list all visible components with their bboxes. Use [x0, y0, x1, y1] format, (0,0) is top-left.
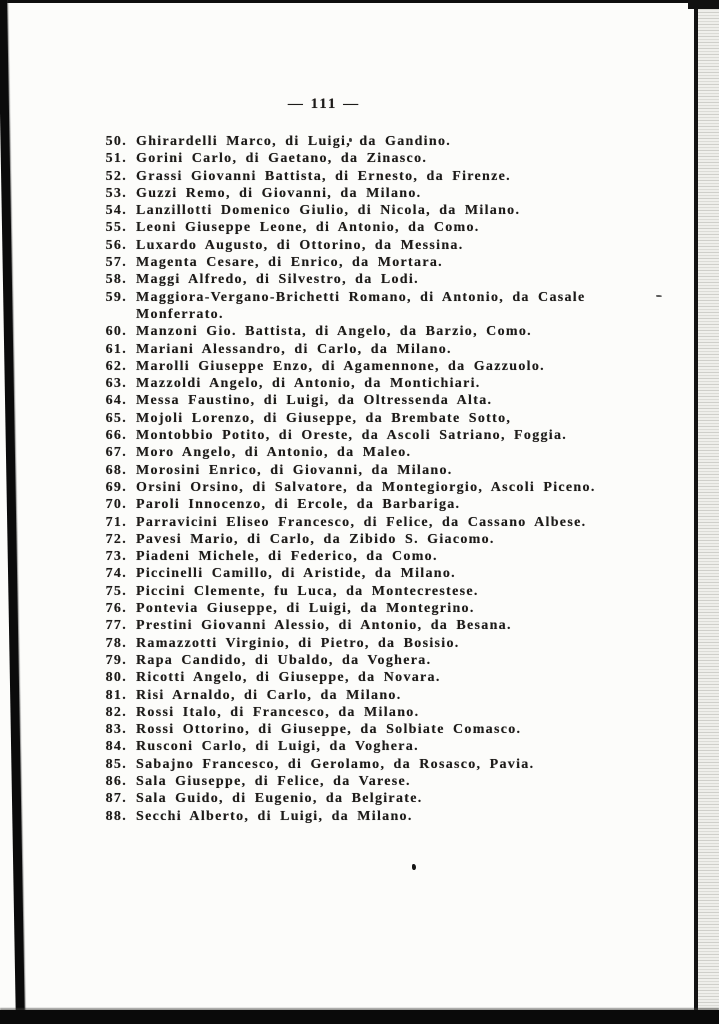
- entry-text: Ramazzotti Virginio, di Pietro, da Bosisio.: [136, 635, 460, 651]
- entry-text: Mariani Alessandro, di Carlo, da Milano.: [136, 341, 452, 357]
- entry-number: 83.: [105, 722, 127, 738]
- list-entry: [97, 427, 682, 444]
- list-entry: [97, 133, 682, 150]
- entry-number: 67.: [105, 445, 127, 461]
- entry-text: Ghirardelli Marco, di Luigi, da Gandino.: [136, 134, 452, 149]
- entry-number: 70.: [105, 497, 127, 513]
- list-entry: [97, 790, 682, 807]
- entry-text: Ricotti Angelo, di Giuseppe, da Novara.: [136, 670, 441, 686]
- list-entry: [97, 202, 682, 219]
- entry-number: 71.: [105, 514, 127, 530]
- list-entry: [97, 168, 682, 185]
- list-entry: [97, 410, 682, 427]
- entry-body: [136, 410, 682, 427]
- entry-text: Lanzillotti Domenico Giulio, di Nicola, da Milano.: [136, 203, 521, 219]
- entry-number: 64.: [105, 393, 127, 409]
- entry-number: 69.: [105, 479, 127, 495]
- entry-text: Pavesi Mario, di Carlo, da Zibido S. Giacomo.: [136, 531, 495, 547]
- entry-text: Sala Guido, di Eugenio, da Belgirate.: [136, 791, 423, 807]
- entry-body: [136, 496, 682, 513]
- entry-number: 74.: [105, 566, 127, 582]
- list-entry: [97, 514, 682, 531]
- entry-number: 59.: [105, 289, 127, 305]
- entry-body: [136, 790, 682, 807]
- scan-edge-top-right: [688, 0, 719, 9]
- entry-text: Piccini Clemente, fu Luca, da Montecrestese.: [136, 583, 479, 599]
- entry-number: 65.: [105, 410, 127, 426]
- entry-body: [136, 548, 682, 565]
- entry-number: 87.: [105, 791, 127, 807]
- entry-body: [136, 721, 682, 738]
- list-entry: [97, 150, 682, 167]
- list-entry: [97, 219, 682, 236]
- entry-number: 54.: [105, 203, 127, 219]
- entry-text: Orsini Orsino, di Salvatore, da Montegiorgio, Ascoli Piceno.: [136, 479, 596, 495]
- entry-text: Marolli Giuseppe Enzo, di Agamennone, da Gazzuolo.: [136, 358, 545, 374]
- entry-number: 80.: [105, 670, 127, 686]
- list-entry: [97, 358, 682, 375]
- entry-number: 81.: [105, 687, 127, 703]
- scan-edge-bottom: [0, 1010, 719, 1024]
- entry-body: [136, 219, 682, 236]
- entry-text: Paroli Innocenzo, di Ercole, da Barbariga.: [136, 497, 461, 513]
- entry-text: Maggi Alfredo, di Silvestro, da Lodi.: [136, 272, 419, 288]
- entry-body: [136, 271, 682, 288]
- list-entry: [97, 185, 682, 202]
- entry-text: Magenta Cesare, di Enrico, da Mortara.: [136, 255, 443, 271]
- entry-text: Piccinelli Camillo, di Aristide, da Milano.: [136, 566, 456, 582]
- entry-number: 76.: [105, 601, 127, 617]
- entry-number: 86.: [105, 773, 127, 789]
- entry-number: 57.: [105, 255, 127, 271]
- entry-body: [136, 635, 682, 652]
- list-entry: [97, 756, 682, 773]
- entry-text: Rossi Italo, di Francesco, da Milano.: [136, 704, 420, 720]
- entry-text: Gorini Carlo, di Gaetano, da Zinasco.: [136, 151, 428, 167]
- list-entry: [97, 617, 682, 634]
- entry-number: 51.: [105, 151, 127, 167]
- entry-number: 78.: [105, 635, 127, 651]
- entry-number: 66.: [105, 428, 127, 444]
- list-entry: [97, 565, 682, 582]
- entry-text-continuation: Monferrato.: [136, 306, 224, 322]
- entry-body: [136, 583, 682, 600]
- book-page-edges-texture: [698, 0, 719, 1024]
- entry-body: [136, 375, 682, 392]
- entry-body: [136, 133, 682, 150]
- list-entry: [97, 652, 682, 669]
- list-entry: [97, 289, 682, 324]
- entry-text: Moro Angelo, di Antonio, da Maleo.: [136, 445, 412, 461]
- entry-body: [136, 202, 682, 219]
- entry-body: [136, 617, 682, 634]
- entry-body: [136, 565, 682, 582]
- list-entry: [97, 808, 682, 825]
- entry-body: [136, 358, 682, 375]
- entry-body: [136, 392, 682, 409]
- list-entry: [97, 271, 682, 288]
- entry-text: Piadeni Michele, di Federico, da Como.: [136, 549, 438, 565]
- entry-body: [136, 237, 682, 254]
- entry-body: [136, 289, 682, 324]
- entry-body: [136, 808, 682, 825]
- entry-body: [136, 531, 682, 548]
- entry-body: [136, 687, 682, 704]
- list-entry: [97, 548, 682, 565]
- entry-body: [136, 427, 682, 444]
- entry-body: [136, 738, 682, 755]
- entry-list: [97, 133, 682, 825]
- list-entry: [97, 462, 682, 479]
- entry-text: Secchi Alberto, di Luigi, da Milano.: [136, 808, 413, 824]
- entry-number: 62.: [105, 358, 127, 374]
- list-entry: [97, 669, 682, 686]
- entry-number: 88.: [105, 808, 127, 824]
- list-entry: [97, 375, 682, 392]
- entry-text: Guzzi Remo, di Giovanni, da Milano.: [136, 185, 422, 201]
- entry-text: Morosini Enrico, di Giovanni, da Milano.: [136, 462, 453, 478]
- entry-body: [136, 479, 682, 496]
- list-entry: [97, 773, 682, 790]
- entry-text: Leoni Giuseppe Leone, di Antonio, da Como.: [136, 220, 480, 236]
- entry-body: [136, 514, 682, 531]
- page-number-header: — 111 —: [287, 96, 361, 112]
- scan-edge-left: [0, 0, 25, 1018]
- entry-number: 50.: [105, 134, 127, 149]
- entry-number: 60.: [105, 324, 127, 340]
- list-entry: [97, 392, 682, 409]
- list-entry: [97, 496, 682, 513]
- entry-number: 82.: [105, 704, 127, 720]
- list-entry: [97, 704, 682, 721]
- entry-text: Montobbio Potito, di Oreste, da Ascoli Satriano, Foggia.: [136, 428, 568, 444]
- list-entry: [97, 600, 682, 617]
- entry-number: 56.: [105, 237, 127, 253]
- list-entry: [97, 479, 682, 496]
- entry-text: Manzoni Gio. Battista, di Angelo, da Barzio, Como.: [136, 324, 532, 340]
- list-entry: [97, 341, 682, 358]
- entry-number: 63.: [105, 376, 127, 392]
- entry-text: Prestini Giovanni Alessio, di Antonio, da Besana.: [136, 618, 512, 634]
- entry-number: 58.: [105, 272, 127, 288]
- ink-speck: [412, 864, 416, 870]
- entry-number: 53.: [105, 185, 127, 201]
- entry-body: [136, 323, 682, 340]
- entry-number: 85.: [105, 756, 127, 772]
- list-entry: [97, 237, 682, 254]
- entry-body: [136, 341, 682, 358]
- list-entry: [97, 583, 682, 600]
- entry-number: 72.: [105, 531, 127, 547]
- entry-text: Luxardo Augusto, di Ottorino, da Messina.: [136, 237, 464, 253]
- list-entry: [97, 254, 682, 271]
- list-entry: [97, 531, 682, 548]
- entry-body: [136, 254, 682, 271]
- list-entry: [97, 323, 682, 340]
- entry-body: [136, 185, 682, 202]
- entry-number: 79.: [105, 652, 127, 668]
- entry-body: [136, 669, 682, 686]
- entry-body: [136, 773, 682, 790]
- entry-text: Mojoli Lorenzo, di Giuseppe, da Brembate Sotto,: [136, 410, 512, 426]
- list-entry: [97, 687, 682, 704]
- entry-body: [136, 444, 682, 461]
- entry-number: 73.: [105, 549, 127, 565]
- entry-text: Risi Arnaldo, di Carlo, da Milano.: [136, 687, 402, 703]
- entry-body: [136, 150, 682, 167]
- entry-text: Mazzoldi Angelo, di Antonio, da Montichiari.: [136, 376, 481, 392]
- entry-text: Maggiora-Vergano-Brichetti Romano, di Antonio, da Casale: [136, 289, 586, 305]
- entry-body: [136, 756, 682, 773]
- entry-text: Sabajno Francesco, di Gerolamo, da Rosasco, Pavia.: [136, 756, 535, 772]
- entry-text: Sala Giuseppe, di Felice, da Varese.: [136, 773, 411, 789]
- entry-body: [136, 704, 682, 721]
- list-entry: [97, 721, 682, 738]
- entry-text: Rusconi Carlo, di Luigi, da Voghera.: [136, 739, 419, 755]
- scan-edge-right-line: [694, 0, 698, 1024]
- entry-text: Messa Faustino, di Luigi, da Oltressenda Alta.: [136, 393, 493, 409]
- list-entry: [97, 444, 682, 461]
- entry-body: [136, 600, 682, 617]
- entry-number: 75.: [105, 583, 127, 599]
- entry-number: 77.: [105, 618, 127, 634]
- entry-text: Pontevia Giuseppe, di Luigi, da Montegrino.: [136, 601, 475, 617]
- entry-text: Rapa Candido, di Ubaldo, da Voghera.: [136, 652, 432, 668]
- entry-number: 68.: [105, 462, 127, 478]
- scan-edge-top: [0, 0, 719, 3]
- entry-text: Rossi Ottorino, di Giuseppe, da Solbiate Comasco.: [136, 722, 522, 738]
- entry-text: Parravicini Eliseo Francesco, di Felice, da Cassano Albese.: [136, 514, 587, 530]
- entry-number: 84.: [105, 739, 127, 755]
- list-entry: [97, 635, 682, 652]
- list-entry: [97, 738, 682, 755]
- entry-body: [136, 462, 682, 479]
- entry-body: [136, 652, 682, 669]
- entry-text: Grassi Giovanni Battista, di Ernesto, da Firenze.: [136, 168, 511, 184]
- entry-number: 52.: [105, 168, 127, 184]
- entry-number: 55.: [105, 220, 127, 236]
- entry-number: 61.: [105, 341, 127, 357]
- entry-body: [136, 168, 682, 185]
